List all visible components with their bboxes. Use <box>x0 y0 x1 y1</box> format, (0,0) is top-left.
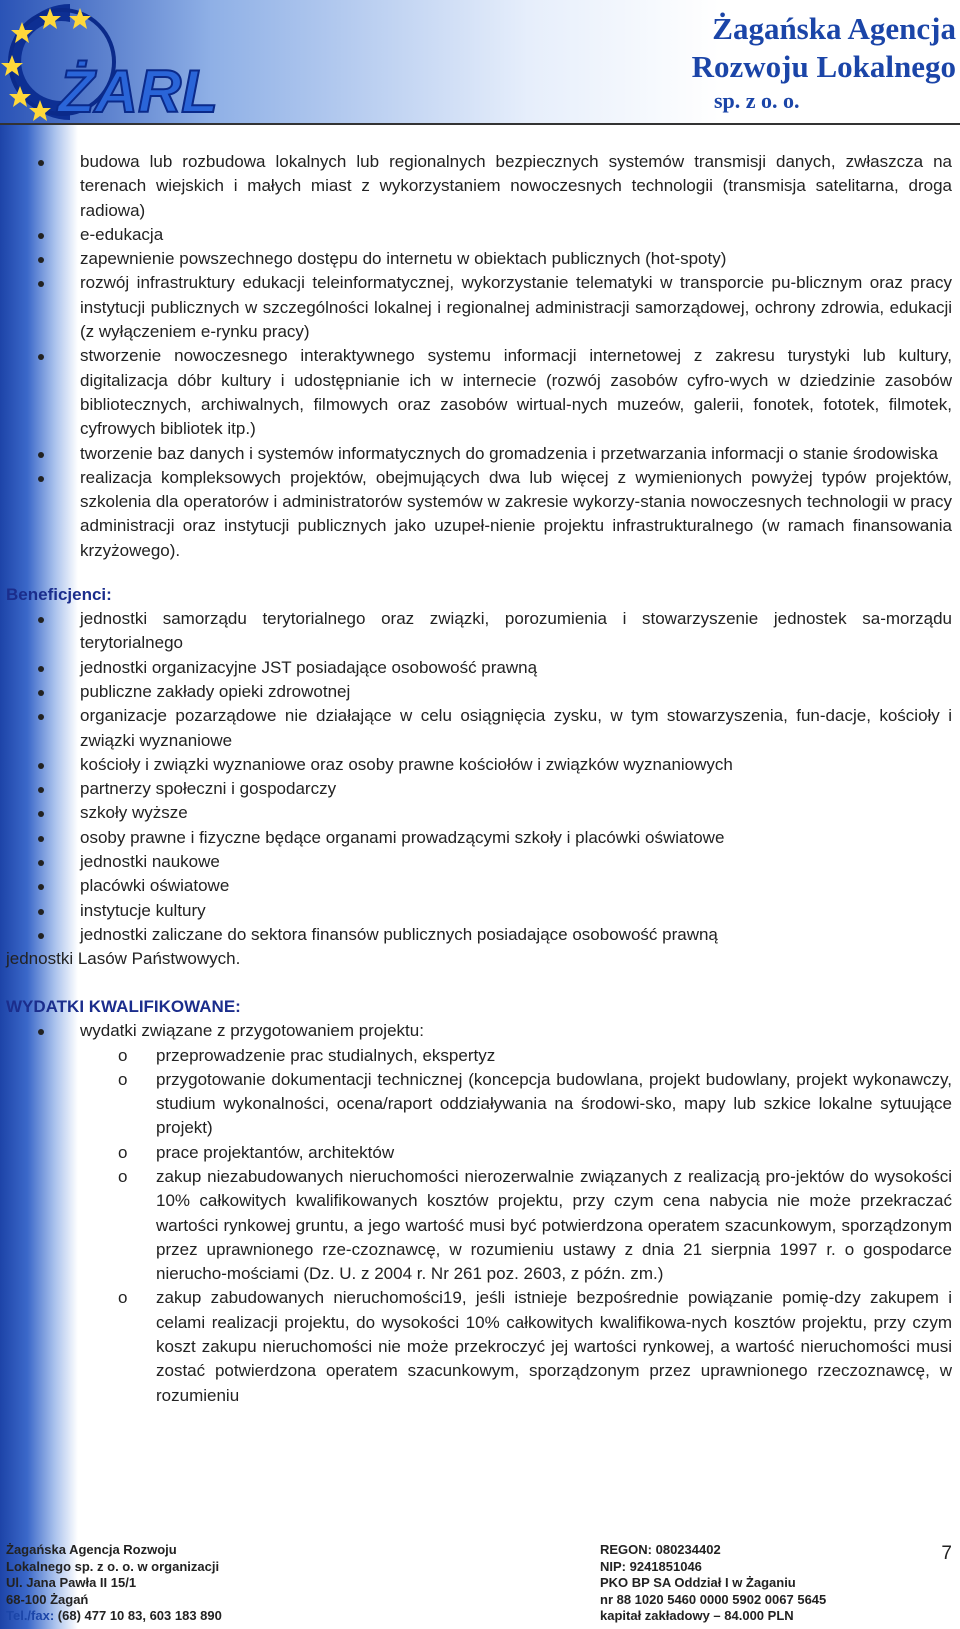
wydatki-heading: WYDATKI KWALIFIKOWANE: <box>6 997 241 1017</box>
bullet-icon <box>38 452 44 458</box>
bullet-icon <box>38 909 44 915</box>
bullet-icon <box>38 836 44 842</box>
beneficjenci-continuation: jednostki Lasów Państwowych. <box>6 949 241 969</box>
wydatki-sub-list <box>0 1044 960 1408</box>
bullet-icon <box>38 233 44 239</box>
list-item: szkoły wyższe <box>0 801 960 825</box>
list-item: e-edukacja <box>0 223 960 247</box>
bullet-icon <box>38 787 44 793</box>
bullet-icon <box>38 281 44 287</box>
list-item: budowa lub rozbudowa lokalnych lub regionalnych bezpiecznych systemów transmisji danych, zwłaszcza na terenach wiejskich i małych miast z wykorzystaniem nowoczesnych technologii (transmisja satelitarna, droga radiowa) <box>0 150 960 223</box>
bullet-icon <box>38 354 44 360</box>
bullet-icon <box>38 763 44 769</box>
sub-list-item: o zakup zabudowanych nieruchomości19, jeśli istnieje bezpośrednie powiązanie pomię-dzy zakupem i celami realizacji projektu, do wysokości 10% całkowitych kwalifikowa-nych kosztów projektu, przy czym koszt zakupu nieruchomości nie może przekroczyć jej wartości rynkowej, a wartość nieruchomości musi zostać potwierdzona operatem szacunkowym, sporządzonym przez uprawnionego rzeczoznawcę, w rozumieniu <box>118 1288 952 1405</box>
list-item: stworzenie nowoczesnego interaktywnego systemu informacji internetowej z zakresu turystyki lub kultury, digitalizacja dóbr kultury i udostępnianie ich w internecie (rozwój zasobów cyfro-wych w dziedzinie zasobów bibliotecznych, archiwalnych, filmowych oraz zasobów wirtual-nych muzeów, galerii, fonotek, fototek, filmotek, cyfrowych bibliotek itp.) <box>0 344 960 441</box>
list-item: jednostki zaliczane do sektora finansów publicznych posiadające osobowość prawną <box>0 923 960 947</box>
beneficjenci-list <box>0 607 960 947</box>
wydatki-list <box>0 1019 960 1043</box>
list-item: kościoły i związki wyznaniowe oraz osoby prawne kościołów i związków wyznaniowych <box>0 753 960 777</box>
sub-list-item: o zakup niezabudowanych nieruchomości nierozerwalnie związanych z realizacją pro-jektów do wysokości 10% całkowitych kwalifikowanych kosztów projektu, przy czym cena nabycia nie może przekraczać wartości rynkowej gruntu, a jego wartość musi być potwierdzona operatem szacunkowym, sporządzonym przez uprawnionego rze-czoznawcę, w rozumieniu ustawy z dnia 21 sierpnia 1997 r. o gospodarce nierucho-mościami (Dz. U. z 2004 r. Nr 261 poz. 2603, z późn. zm.) <box>118 1166 952 1284</box>
bullet-icon <box>38 1029 44 1035</box>
sub-list-item: o przeprowadzenie prac studialnych, ekspertyz <box>0 1044 960 1068</box>
bullet-icon <box>38 666 44 672</box>
project-types-list <box>0 150 960 563</box>
list-item: organizacje pozarządowe nie działające w celu osiągnięcia zysku, w tym stowarzyszenia, fun-dacje, kościoły i związki wyznaniowe <box>0 704 960 753</box>
bullet-icon <box>38 257 44 263</box>
list-item: realizacja kompleksowych projektów, obejmujących dwa lub więcej z wymienionych powyżej typów projektów, szkolenia dla operatorów i administratorów systemów w zakresie wykorzy-stania nowoczesnych technologii w pracy administracji oraz instytucji publicznych jako uzupeł-nienie projektu infrastrukturalnego (w ramach finansowania krzyżowego). <box>0 466 960 563</box>
bullet-icon <box>38 860 44 866</box>
bullet-icon <box>38 714 44 720</box>
bullet-icon <box>38 811 44 817</box>
list-item: zapewnienie powszechnego dostępu do internetu w obiektach publicznych (hot-spoty) <box>0 247 960 271</box>
list-item: tworzenie baz danych i systemów informatycznych do gromadzenia i przetwarzania informacji o stanie środowiska <box>0 442 960 466</box>
footer-address: Żagańska Agencja Rozwoju Lokalnego sp. z o. o. w organizacji Ul. Jana Pawła II 15/1 68-100 Żagań Tel./fax: (68) 477 10 83, 603 183 890 <box>6 1542 306 1625</box>
bullet-icon <box>38 476 44 482</box>
bullet-icon <box>38 160 44 166</box>
sub-bullet-icon: o <box>118 1069 128 1089</box>
beneficjenci-heading: Beneficjenci: <box>6 585 112 605</box>
list-item: jednostki organizacyjne JST posiadające osobowość prawną <box>0 656 960 680</box>
agency-line-2: Rozwoju Lokalnego <box>691 49 956 84</box>
bullet-icon <box>38 933 44 939</box>
sub-bullet-icon: o <box>118 1045 128 1065</box>
sub-list-item: o prace projektantów, architektów <box>0 1141 960 1165</box>
eu-stars-logo-icon <box>0 0 240 124</box>
list-item: jednostki samorządu terytorialnego oraz związki, porozumienia i stowarzyszenie jednostek sa-morządu terytorialnego <box>0 607 960 656</box>
page-number: 7 <box>941 1543 952 1564</box>
bullet-icon <box>38 617 44 623</box>
page-footer <box>0 1542 960 1629</box>
sub-bullet-icon: o <box>118 1166 128 1186</box>
footer-company-info: REGON: 080234402 NIP: 9241851046 PKO BP SA Oddział I w Żaganiu nr 88 1020 5460 0000 5902 0067 5645 kapitał zakładowy – 84.000 PLN <box>600 1542 827 1623</box>
list-item: jednostki naukowe <box>0 850 960 874</box>
document-body <box>0 150 960 1408</box>
sub-bullet-icon: o <box>118 1288 128 1308</box>
list-item: publiczne zakłady opieki zdrowotnej <box>0 680 960 704</box>
zarl-logo <box>0 0 240 124</box>
agency-line-1: Żagańska Agencja <box>712 11 956 46</box>
list-item: partnerzy społeczni i gospodarczy <box>0 777 960 801</box>
list-item: placówki oświatowe <box>0 874 960 898</box>
list-item: rozwój infrastruktury edukacji teleinformatycznej, wykorzystanie telematyki w transporcie pu-blicznym oraz pracy instytucji publicznych w szczególności lokalnej i regionalnej administracji samorządowej, ochrony zdrowia, edukacji (z wyłączeniem e-rynku pracy) <box>0 271 960 344</box>
sub-bullet-icon: o <box>118 1142 128 1162</box>
sub-list-item: o przygotowanie dokumentacji technicznej (koncepcja budowlana, projekt budowlany, projekt wykonawczy, studium wykonalności, ocena/raport oddziaływania na środowi-sko, mapy lub szkice lokalne sytuujące projekt) <box>118 1069 952 1138</box>
bullet-icon <box>38 884 44 890</box>
agency-line-3: sp. z o. o. <box>714 88 800 113</box>
bullet-icon <box>38 690 44 696</box>
agency-name <box>536 10 956 116</box>
logo-text: ŻARL <box>58 58 218 124</box>
list-item: instytucje kultury <box>0 899 960 923</box>
list-item: wydatki związane z przygotowaniem projektu: <box>0 1019 960 1043</box>
footer-phone: Tel./fax: (68) 477 10 83, 603 183 890 <box>6 1608 222 1623</box>
list-item: osoby prawne i fizyczne będące organami prowadzącymi szkoły i placówki oświatowe <box>0 826 960 850</box>
